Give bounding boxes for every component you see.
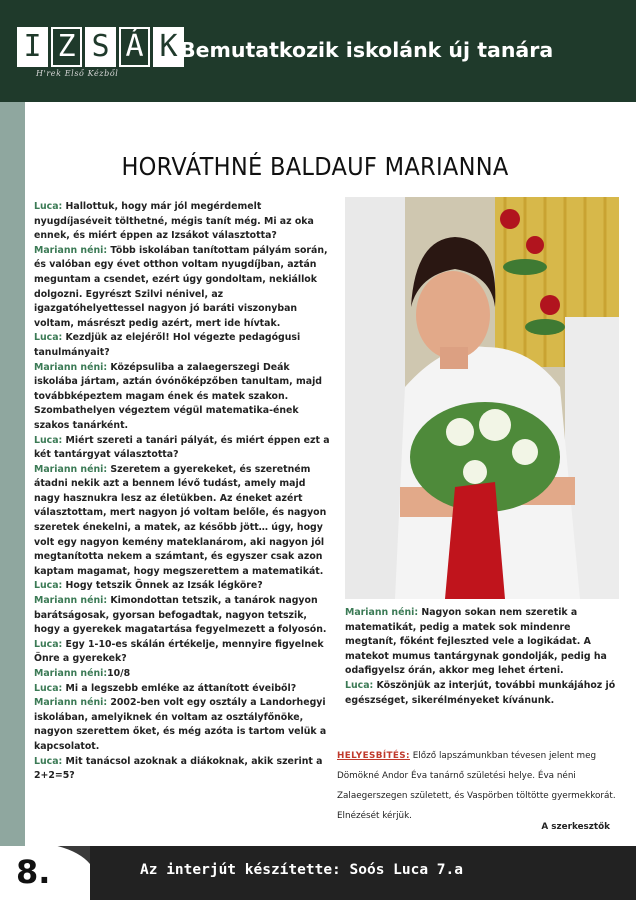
speaker-label: Luca: — [34, 638, 63, 650]
speaker-text: Kezdjük az elejéről! Hol végezte pedagógusi tanulmányait? — [34, 332, 301, 358]
speaker-text: Középsuliba a zalaegerszegi Deák iskolába jártam, aztán óvónőképzőben tanultam, majd továbbképeztem magam ének és matek szakon. Szombathelyen végeztem végül matematika-ének szakos tanárként. — [34, 361, 323, 431]
speaker-label: Luca: — [34, 682, 63, 694]
teacher-photo-illustration — [345, 197, 619, 599]
interview-paragraph — [34, 200, 332, 244]
speaker-text: Hogy tetszik Önnek az Izsák légköre? — [62, 580, 263, 592]
interview-paragraph — [34, 696, 332, 754]
interview-paragraph — [34, 594, 332, 638]
speaker-text: Mi a legszebb emléke az áttanított éveiből? — [62, 682, 297, 694]
interview-paragraph — [34, 244, 332, 332]
page-number: 8. — [16, 853, 51, 891]
speaker-label: Mariann néni: — [34, 595, 108, 607]
speaker-label: Mariann néni: — [34, 361, 108, 373]
interview-paragraph — [34, 331, 332, 360]
speaker-text: Szeretem a gyerekeket, és szeretném átadni nekik azt a bennem lévő tudást, amely majd nagy hasznukra lesz az életükben. Az éneket azért választottam, mert nagyon jó voltam belőle, és nagyon szeretek énekelni, a matek, az később jött… úgy, hogy volt egy nagyon kemény mateklanárom, aki nagyon jól megtanította nekem a számtant, és egyszer csak azon kaptam magamat, hogy megszerettem a matematikát. — [34, 463, 327, 577]
correction-notice — [337, 746, 622, 826]
interview-paragraph — [34, 579, 332, 594]
speaker-label: Luca: — [34, 434, 63, 446]
interview-credit: Az interjút készítette: Soós Luca 7.a — [140, 862, 464, 878]
logo-letter: I — [17, 27, 48, 67]
speaker-text: 10/8 — [107, 668, 131, 679]
interview-paragraph — [34, 682, 332, 697]
correction-text: Előző lapszámunkban tévesen jelent meg Dömökné Andor Éva tanárnő születési helye. Éva néni Zalaegerszegen született, és Vaspörben töltötte gyermekkorát. Elnézését kérjük. — [337, 751, 616, 821]
speaker-label: Luca: — [34, 332, 63, 344]
speaker-label: Luca: — [34, 755, 63, 767]
interview-paragraph — [345, 606, 625, 679]
speaker-text: Több iskolában tanítottam pályám során, és valóban egy évet otthon voltam nyugdíjban, aztán meguntam a csendet, ezért úgy gondoltam, nekiállok dolgozni. Egyrészt Szilvi nénivel, az igazgatóhelyettessel nagyon jó baráti viszonyban voltam, másrészt pedig azért, mert ide hívtak. — [34, 244, 328, 329]
logo-tagline: H'rek Első Kézből — [36, 69, 119, 78]
interview-paragraph — [34, 361, 332, 434]
izsak-logo — [17, 27, 187, 67]
speaker-label: Luca: — [345, 679, 374, 691]
speaker-text: Egy 1-10-es skálán értékelje, mennyire figyelnek Önre a gyerekek? — [34, 638, 324, 665]
speaker-text: Hallottuk, hogy már jól megérdemelt nyugdíjaséveit tölthetné, mégis tanít még. Mi az oka ennek, és miért éppen az Izsákot választotta? — [34, 201, 314, 242]
interview-paragraph — [34, 463, 332, 580]
speaker-text: Mit tanácsol azoknak a diákoknak, akik szerint a 2+2=5? — [34, 755, 323, 782]
interview-left-column — [34, 200, 332, 784]
header-title: Bemutatkozik iskolánk új tanára — [180, 38, 554, 62]
left-sidebar-stripe — [0, 102, 25, 846]
speaker-label: Luca: — [34, 201, 63, 212]
speaker-label: Mariann néni: — [345, 607, 419, 618]
speaker-label: Mariann néni: — [34, 463, 108, 475]
correction-label: HELYESBÍTÉS: — [337, 751, 410, 761]
logo-letter: Z — [51, 27, 82, 67]
speaker-label: Mariann néni: — [34, 244, 108, 256]
article-title: HORVÁTHNÉ BALDAUF MARIANNA — [121, 152, 509, 181]
editors-signoff: A szerkesztők — [541, 822, 610, 832]
speaker-text: 2002-ben volt egy osztály a Landorhegyi iskolában, amelyiknek én voltam az osztályfőnöke, nagyon szerettem őket, és még azóta is tartom velük a kapcsolatot. — [34, 697, 327, 752]
speaker-text: Miért szereti a tanári pályát, és miért éppen ezt a két tantárgyat választotta? — [34, 434, 330, 461]
speaker-label: Mariann néni: — [34, 668, 108, 679]
logo-letter: S — [85, 27, 116, 67]
teacher-photo — [345, 197, 619, 599]
interview-paragraph — [34, 667, 332, 682]
speaker-label: Luca: — [34, 580, 63, 592]
speaker-label: Mariann néni: — [34, 697, 108, 709]
speaker-text: Kimondottan tetszik, a tanárok nagyon barátságosak, gyorsan befogadtak, nagyon tetszik, hogy a gyerekek magatartása fegyelmezett a folyosón. — [34, 595, 327, 636]
logo-letter: K — [153, 27, 184, 67]
speaker-text: Köszönjük az interjút, további munkájához jó egészséget, sikerélményeket kívánunk. — [345, 679, 616, 706]
interview-paragraph — [345, 679, 625, 708]
speaker-text: Nagyon sokan nem szeretik a matematikát, pedig a matek sok mindenre megtanít, főként fejleszted vele a logikádat. A matekot mumus tantárgynak gondolják, pedig ha odafigyelsz órán, akkor meg lehet érteni. — [345, 607, 607, 677]
logo-letter: Á — [119, 27, 150, 67]
interview-paragraph — [34, 755, 332, 784]
page-header — [0, 0, 636, 102]
interview-paragraph — [34, 638, 332, 667]
interview-paragraph — [34, 434, 332, 463]
interview-right-column — [345, 606, 625, 708]
